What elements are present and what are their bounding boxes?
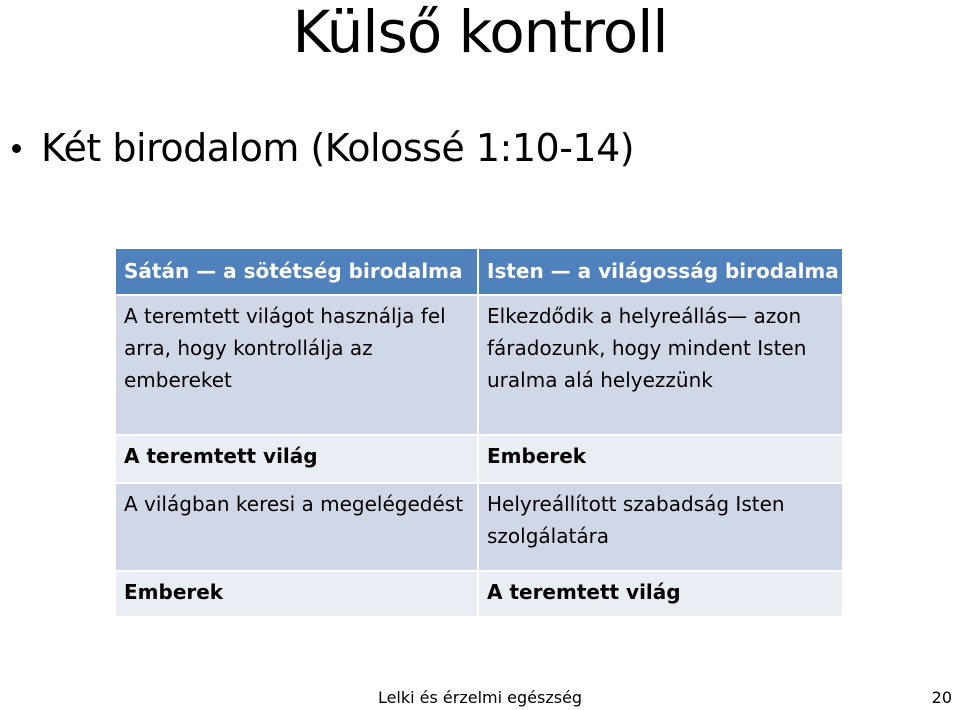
table-cell: A teremtett világ (116, 435, 478, 483)
table-cell: Emberek (116, 571, 478, 617)
table-cell: Emberek (478, 435, 842, 483)
bullet-dot-icon (12, 144, 21, 153)
bullet-item (12, 124, 634, 172)
table-row (116, 483, 842, 571)
table-cell: Helyreállított szabadság Isten szolgálatára (478, 483, 842, 571)
table-row (116, 295, 842, 435)
table-cell: A teremtett világ (478, 571, 842, 617)
table-cell: A világban keresi a megelégedést (116, 483, 478, 571)
comparison-table (116, 249, 842, 618)
bullet-text: Két birodalom (Kolossé 1:10-14) (41, 126, 635, 170)
slide-title: Külső kontroll (292, 0, 668, 66)
page-number: 20 (931, 688, 952, 707)
header-satan-kingdom: Sátán — a sötétség birodalma (116, 249, 478, 295)
header-god-kingdom: Isten — a világosság birodalma (478, 249, 842, 295)
table-row (116, 435, 842, 483)
table-cell: Elkezdődik a helyreállás— azon fáradozunk, hogy mindent Isten uralma alá helyezzünk (478, 295, 842, 435)
footer-text: Lelki és érzelmi egészség (377, 688, 583, 707)
table-row (116, 571, 842, 617)
table-header-row (116, 249, 842, 295)
table-cell: A teremtett világot használja fel arra, hogy kontrollálja az embereket (116, 295, 478, 435)
